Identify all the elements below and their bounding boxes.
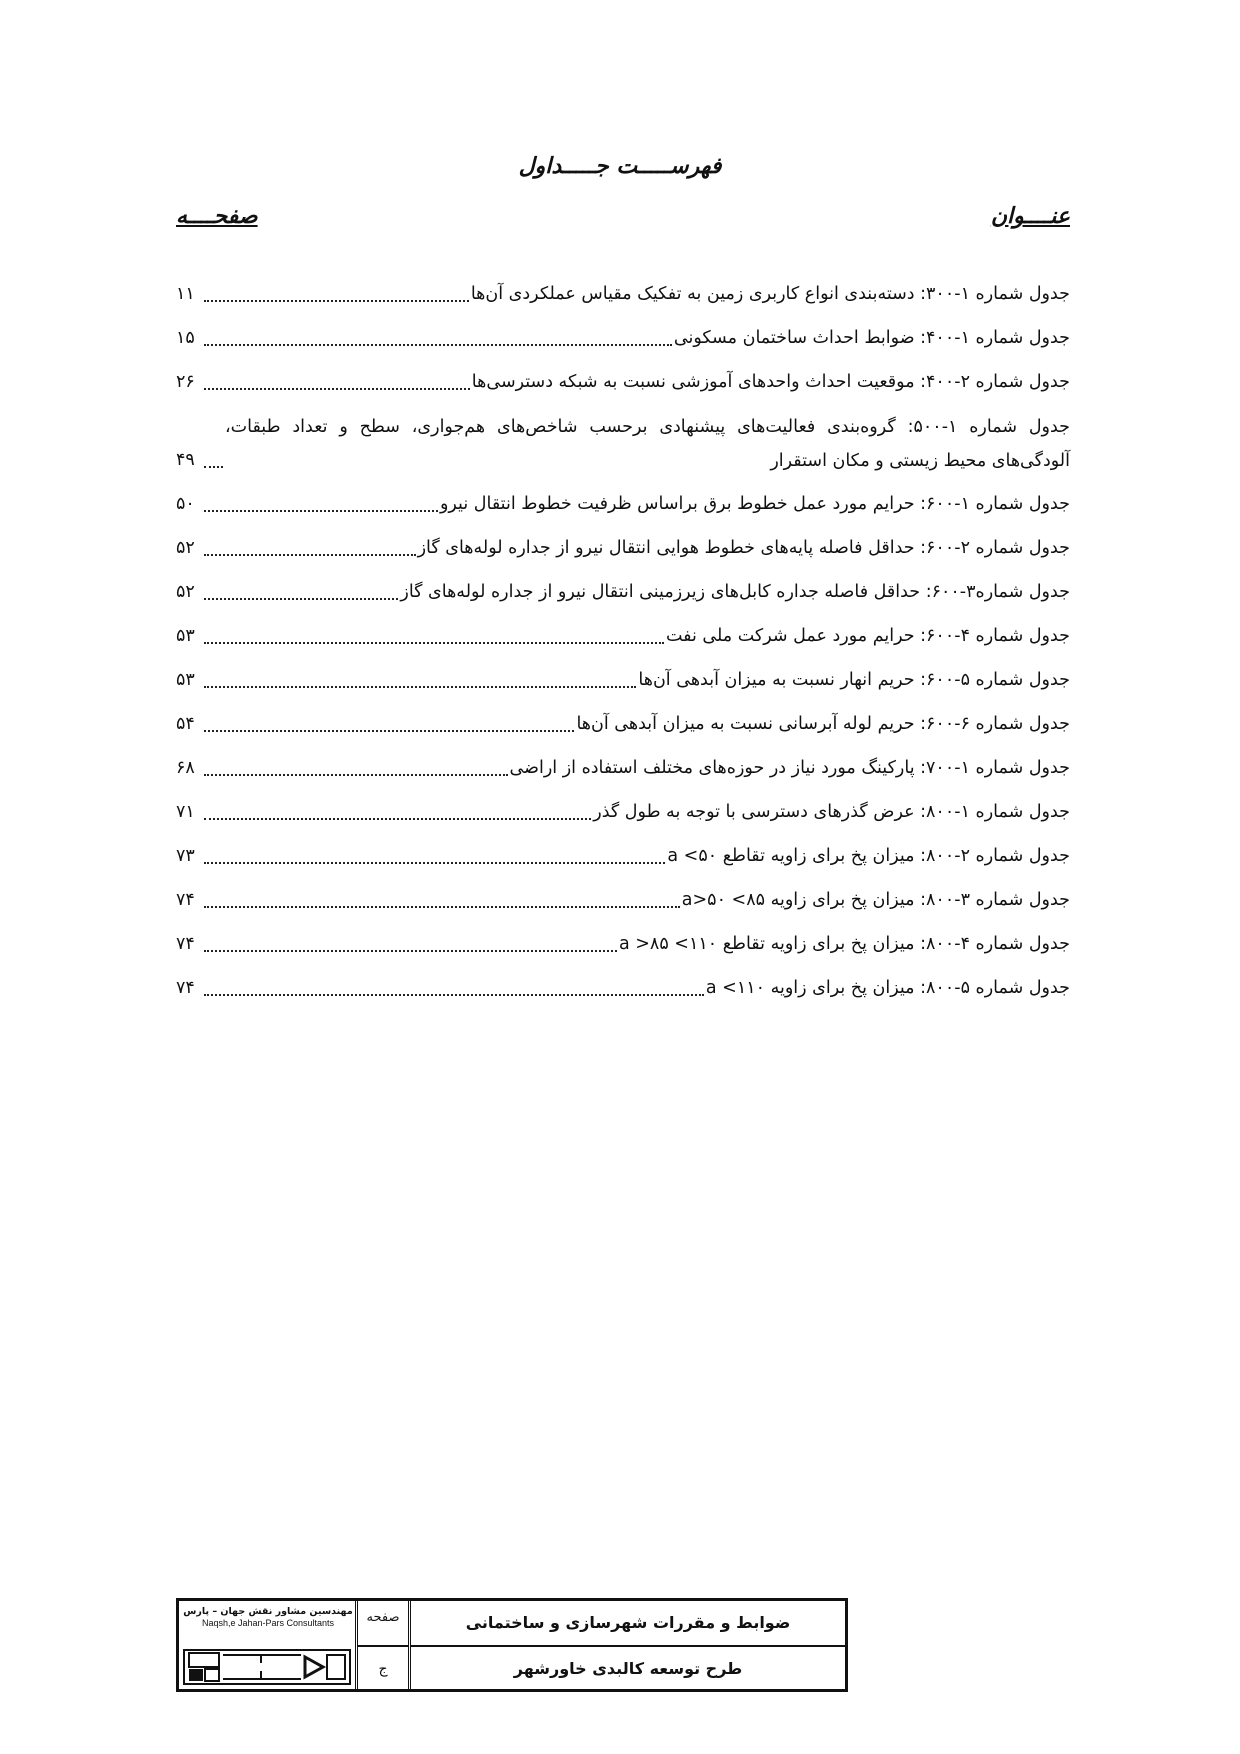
dot-leader xyxy=(204,466,223,468)
toc-entry xyxy=(176,654,1070,698)
toc-entry-title: جدول شماره ۲-۶۰۰: حداقل فاصله پایه‌های خطوط هوایی انتقال نیرو از جداره لوله‌های گاز xyxy=(417,538,1070,558)
dot-leader xyxy=(204,388,470,390)
dot-leader xyxy=(204,862,665,864)
toc-entry-page: ۱۱ xyxy=(176,284,195,304)
toc-entry xyxy=(176,566,1070,610)
dot-leader xyxy=(204,642,664,644)
toc-entry-page: ۵۲ xyxy=(176,582,195,602)
toc-entry-title: جدول شماره۳-۶۰۰: حداقل فاصله جداره کابل‌های زیرزمینی انتقال نیرو از جداره لوله‌های گاز xyxy=(400,582,1070,602)
toc-entry xyxy=(176,918,1070,962)
toc-entry-page: ۲۶ xyxy=(176,372,195,392)
dot-leader xyxy=(204,510,438,512)
toc-entry-page: ۷۳ xyxy=(176,846,195,866)
toc-entry-page: ۱۵ xyxy=(176,328,195,348)
toc-entry-page: ۵۲ xyxy=(176,538,195,558)
dot-leader xyxy=(204,344,672,346)
page-number: ج xyxy=(378,1661,388,1677)
toc-entry-page: ۶۸ xyxy=(176,758,195,778)
project-title-cell xyxy=(408,1601,845,1689)
page-column-header: صفحــــه xyxy=(176,204,258,229)
toc-entry-title: جدول شماره ۳-۸۰۰: میزان پخ برای زاویه ۸۵> a>۵۰ xyxy=(681,890,1070,910)
toc-entry-title: جدول شماره ۱-۴۰۰: ضوابط احداث ساختمان مسکونی xyxy=(673,328,1070,348)
firm-logo-icon xyxy=(183,1649,351,1685)
toc-entry xyxy=(176,610,1070,654)
firm-name-en: Naqsh,e Jahan-Pars Consultants xyxy=(201,1618,335,1628)
toc-entry-title: جدول شماره ۱-۸۰۰: عرض گذرهای دسترسی با توجه به طول گذر xyxy=(593,802,1070,822)
toc-entry xyxy=(176,786,1070,830)
toc-entry-title: جدول شماره ۲-۸۰۰: میزان پخ برای زاویه تقاطع ۵۰> a xyxy=(667,846,1070,866)
toc-entry-page: ۵۰ xyxy=(176,494,195,514)
toc-entry xyxy=(176,522,1070,566)
page-title: فهرســـــت جـــــداول xyxy=(518,154,722,179)
toc-entry-title: جدول شماره ۲-۴۰۰: موقعیت احداث واحدهای آموزشی نسبت به شبکه دسترسی‌ها xyxy=(471,372,1070,392)
dot-leader xyxy=(204,730,574,732)
toc-entry-title: جدول شماره ۴-۶۰۰: حرایم مورد عمل شرکت ملی نفت xyxy=(665,626,1070,646)
toc-entry xyxy=(176,268,1070,312)
toc-entry-title: جدول شماره ۱-۶۰۰: حرایم مورد عمل خطوط برق براساس ظرفیت خطوط انتقال نیرو xyxy=(439,494,1070,514)
toc-entry-title: جدول شماره ۴-۸۰۰: میزان پخ برای زاویه تقاطع ۱۱۰> a >۸۵ xyxy=(618,934,1070,954)
toc-entry-page: ۷۴ xyxy=(176,890,195,910)
toc-entry-page: ۷۴ xyxy=(176,934,195,954)
dot-leader xyxy=(204,774,508,776)
table-of-contents xyxy=(176,268,1070,1006)
regulations-title: ضوابط و مقررات شهرسازی و ساختمانی xyxy=(411,1601,845,1647)
dot-leader xyxy=(204,950,617,952)
toc-entry-title: جدول شماره ۵-۶۰۰: حریم انهار نسبت به میزان آبدهی آن‌ها xyxy=(638,670,1070,690)
toc-entry xyxy=(176,830,1070,874)
plan-title: طرح توسعه کالبدی خاورشهر xyxy=(513,1659,743,1678)
toc-entry-page: ۵۴ xyxy=(176,714,195,734)
toc-entry-title: جدول شماره ۵-۸۰۰: میزان پخ برای زاویه ۱۱۰> a xyxy=(705,978,1070,998)
dot-leader xyxy=(204,598,398,600)
toc-entry xyxy=(176,312,1070,356)
firm-name-fa: مهندسین مشاور نقش جهان – پارس xyxy=(183,1606,353,1617)
dot-leader xyxy=(204,818,591,820)
toc-entry xyxy=(176,874,1070,918)
toc-entry xyxy=(176,478,1070,522)
toc-entry-page: ۴۹ xyxy=(176,450,195,470)
toc-entry-title: جدول شماره ۶-۶۰۰: حریم لوله آبرسانی نسبت به میزان آبدهی آن‌ها xyxy=(576,714,1070,734)
toc-entry-page: ۵۳ xyxy=(176,626,195,646)
dot-leader xyxy=(204,994,704,996)
toc-entry xyxy=(176,698,1070,742)
toc-entry xyxy=(176,400,1070,478)
toc-entry-title: جدول شماره ۱-۵۰۰: گروه‌بندی فعالیت‌های پیشنهادی برحسب شاخص‌های هم‌جواری، سطح و تعداد طبقات، آلودگی‌های محیط زیستی و مکان استقرار xyxy=(225,417,1070,471)
title-column-header: عنــــوان xyxy=(990,204,1070,229)
title-block xyxy=(176,1598,848,1692)
toc-entry-title: جدول شماره ۱-۷۰۰: پارکینگ مورد نیاز در حوزه‌های مختلف استفاده از اراضی xyxy=(509,758,1070,778)
toc-entry-page: ۷۱ xyxy=(176,802,195,822)
dot-leader xyxy=(204,300,469,302)
dot-leader xyxy=(204,686,636,688)
page-label: صفحه xyxy=(358,1601,408,1647)
toc-entry-title: جدول شماره ۱-۳۰۰: دسته‌بندی انواع کاربری زمین به تفکیک مقیاس عملکردی آن‌ها xyxy=(470,284,1070,304)
toc-entry-page: ۷۴ xyxy=(176,978,195,998)
page-number-cell xyxy=(355,1601,408,1689)
toc-entry xyxy=(176,356,1070,400)
toc-entry xyxy=(176,742,1070,786)
toc-entry xyxy=(176,962,1070,1006)
dot-leader xyxy=(204,554,416,556)
consultant-logo-cell xyxy=(179,1601,357,1689)
dot-leader xyxy=(204,906,680,908)
toc-entry-page: ۵۳ xyxy=(176,670,195,690)
